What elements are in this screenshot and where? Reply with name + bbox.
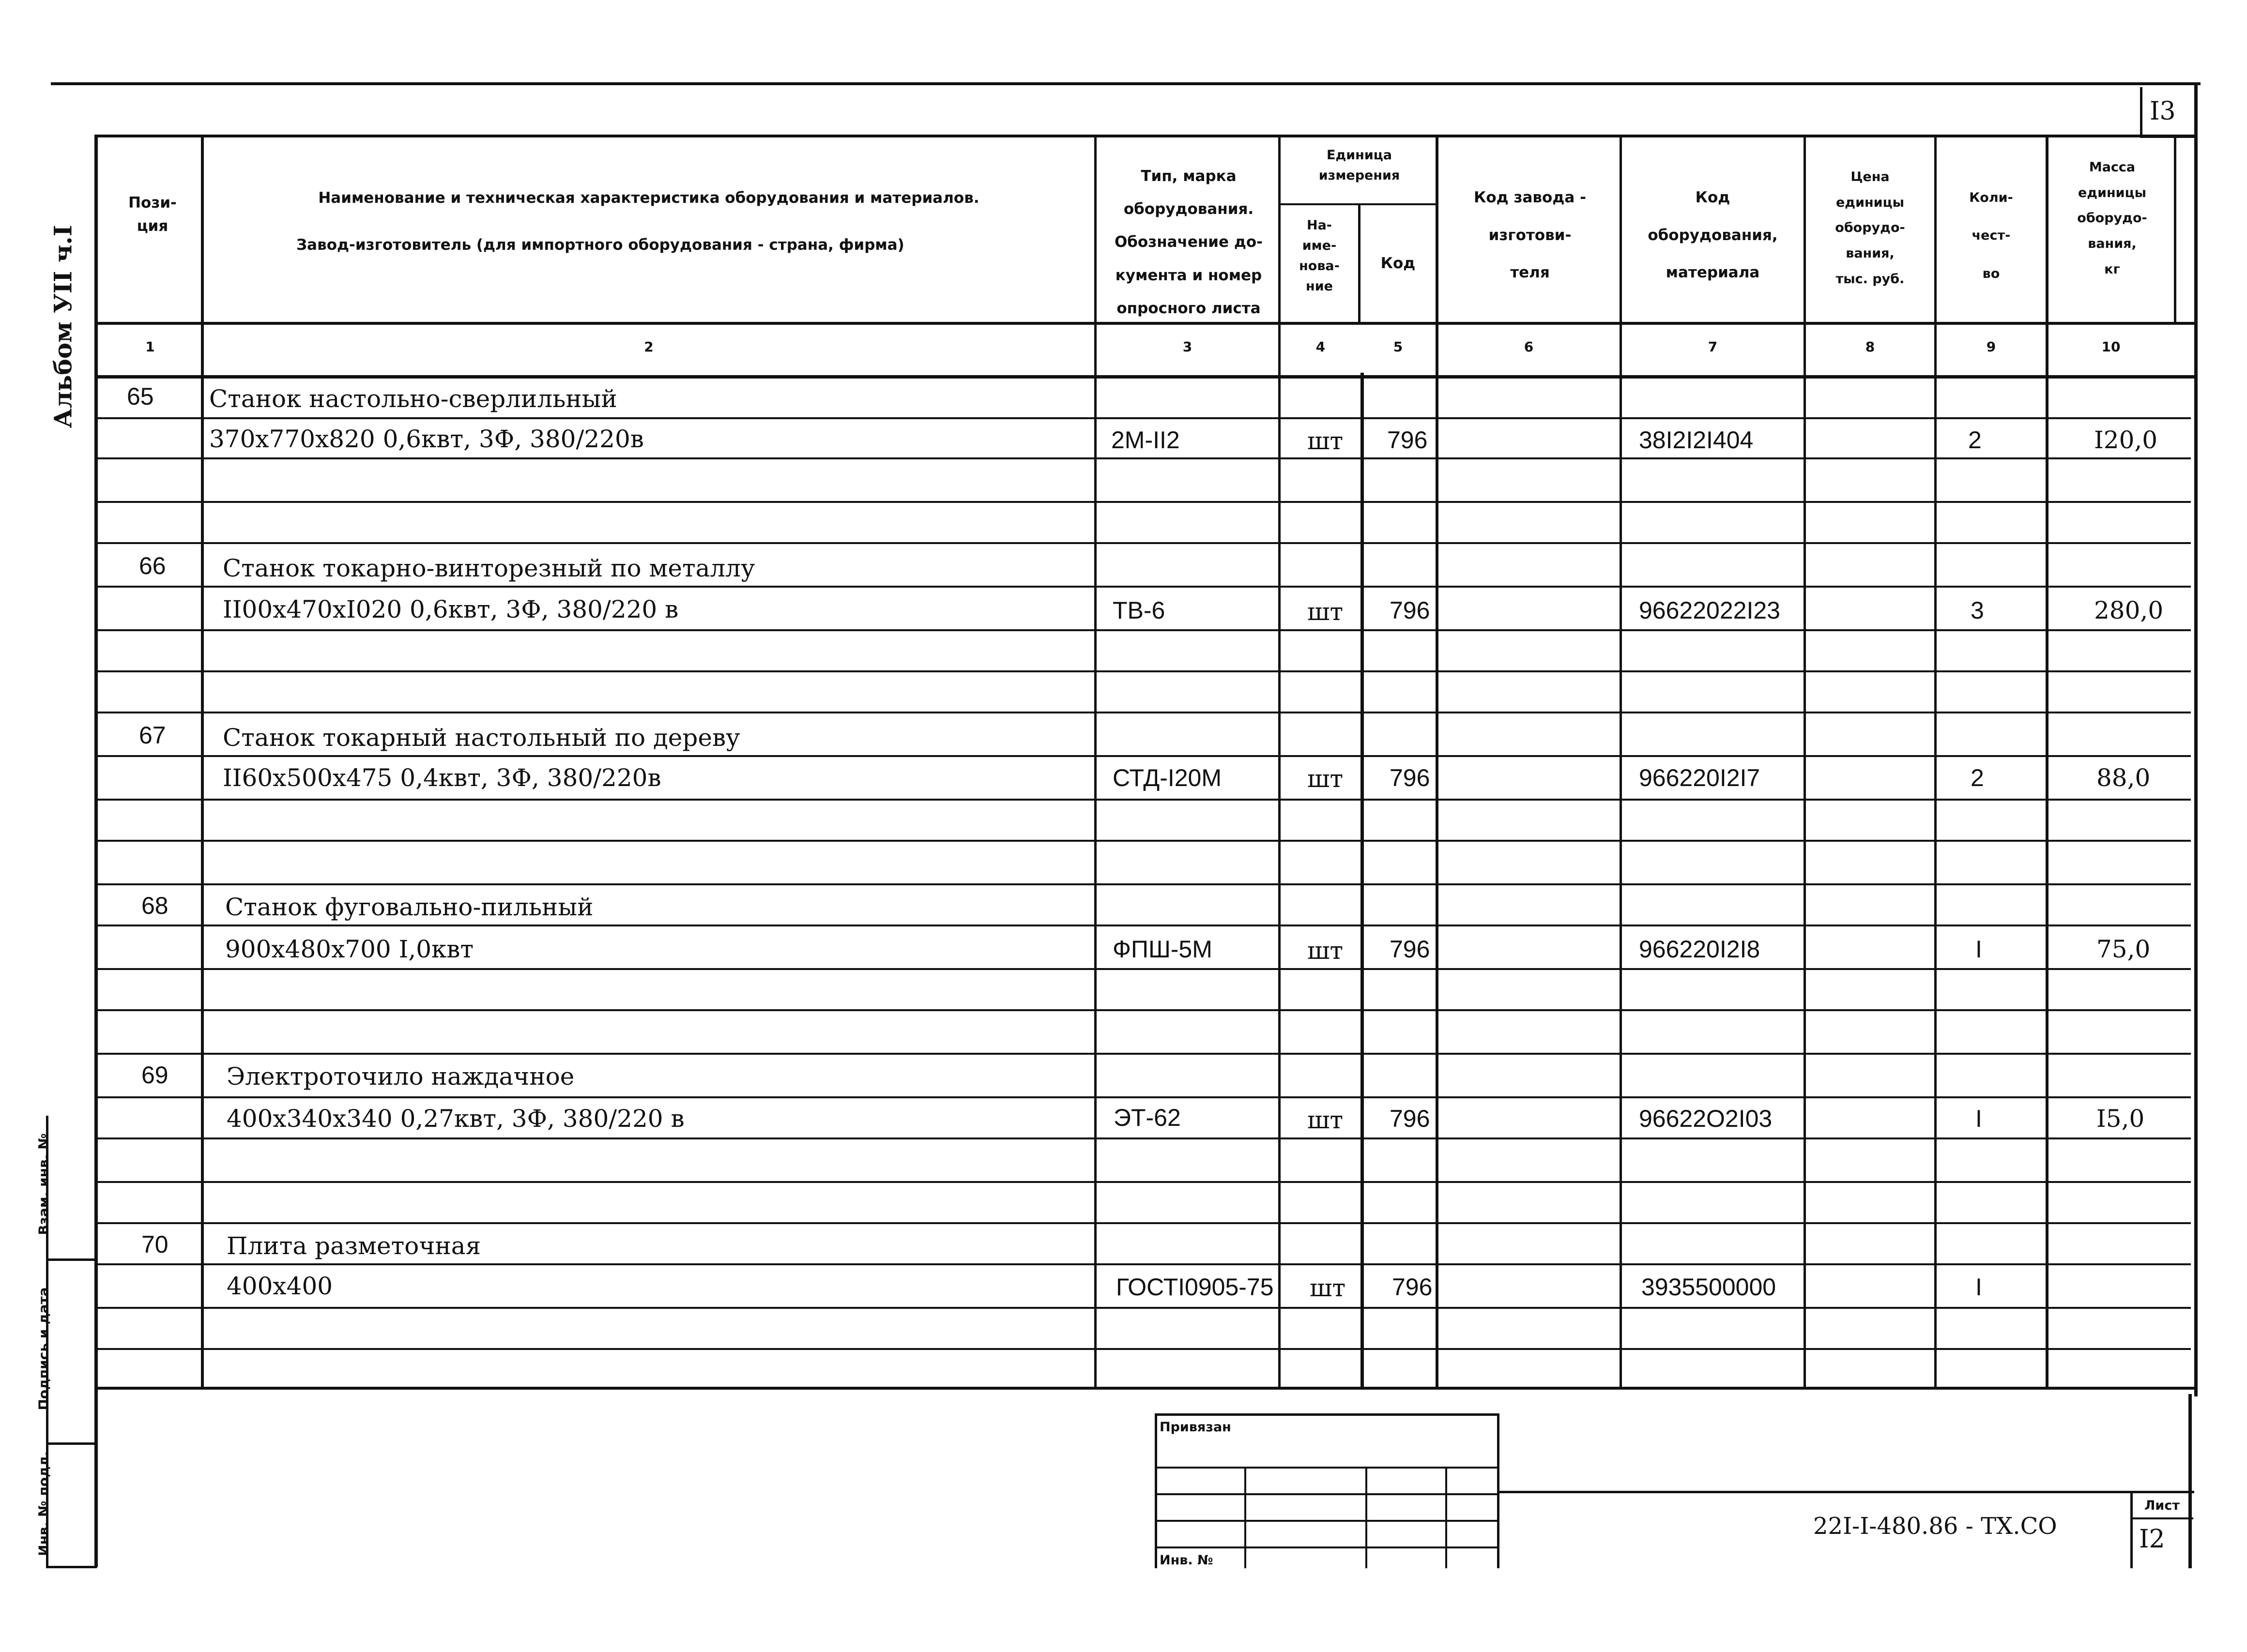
column-number: 7 [1708, 339, 1718, 355]
item-qty: 2 [1968, 426, 1982, 454]
item-qty: 3 [1971, 597, 1984, 624]
sheet-number-top: I3 [2150, 97, 2176, 126]
item-mass: 75,0 [2096, 935, 2151, 963]
item-unit-code: 796 [1390, 1105, 1430, 1132]
item-unit-code: 796 [1387, 426, 1428, 454]
item-equip-code: 38I2I2I404 [1639, 426, 1754, 454]
item-spec: II60х500х475 0,4квт, 3Ф, 380/220в [223, 764, 661, 792]
header-unit-group: Единица измерения [1318, 148, 1400, 183]
column-number: 9 [1986, 339, 1996, 355]
stamp-vzam-inv: Взам. инв. № [35, 1133, 52, 1235]
item-mass: 280,0 [2094, 596, 2164, 624]
item-spec: 900х480х700 I,0квт [225, 935, 474, 963]
document-code: 22I-I-480.86 - ТХ.СО [1813, 1513, 2057, 1540]
item-position: 67 [139, 722, 166, 749]
stamp-inv-podl: Инв. № подл. [35, 1451, 52, 1556]
item-unit-code: 796 [1390, 936, 1430, 963]
item-type: СТД-I20М [1113, 764, 1222, 791]
frame-right [2194, 82, 2198, 1396]
header-price: Цена единицы оборудо- вания, тыс. руб. [1835, 169, 1905, 287]
column-number: 8 [1865, 339, 1875, 355]
header-position: Пози- ция [128, 194, 177, 235]
header-unit-name: На- име- нова- ние [1299, 218, 1340, 294]
item-unit-code: 796 [1392, 1273, 1433, 1301]
item-equip-code: 966220I2I8 [1639, 936, 1760, 963]
table-top-border [94, 135, 2196, 137]
column-number: 3 [1182, 339, 1192, 355]
item-unit: шт [1307, 598, 1344, 626]
album-label: Альбом УII ч.I [48, 225, 77, 428]
item-type: ФПШ-5М [1113, 936, 1212, 963]
item-name: Станок токарно-винторезный по металлу [223, 554, 755, 582]
item-unit: шт [1307, 937, 1344, 965]
item-position: 69 [141, 1061, 168, 1089]
item-spec: 400х400 [227, 1272, 333, 1300]
item-equip-code: 3935500000 [1641, 1273, 1776, 1301]
item-type: ЭТ-62 [1114, 1104, 1181, 1131]
header-qty: Коли- чест- во [1969, 190, 2013, 281]
column-number: 5 [1393, 339, 1403, 355]
item-name: Станок фуговально-пильный [225, 893, 594, 921]
item-mass: I5,0 [2096, 1105, 2145, 1133]
item-spec: 400х340х340 0,27квт, 3Ф, 380/220 в [227, 1105, 685, 1133]
item-unit-code: 796 [1390, 597, 1430, 624]
item-unit-code: 796 [1390, 764, 1430, 791]
item-position: 70 [141, 1231, 168, 1258]
header-name-line2: Завод-изготовитель (для импортного оборудования - страна, фирма) [296, 236, 904, 254]
column-number: 4 [1315, 339, 1326, 355]
item-equip-code: 966220I2I7 [1639, 764, 1760, 791]
column-number: 1 [145, 339, 155, 355]
item-mass: 88,0 [2096, 764, 2151, 792]
item-equip-code: 96622О2I03 [1639, 1105, 1773, 1132]
item-spec: 370х770х820 0,6квт, 3Ф, 380/220в [209, 425, 644, 453]
item-position: 66 [139, 552, 166, 579]
column-number: 2 [644, 339, 654, 355]
item-name: Станок токарный настольный по дереву [223, 724, 740, 752]
item-equip-code: 96622022I23 [1639, 597, 1780, 624]
header-name-line1: Наименование и техническая характеристика оборудования и материалов. [318, 189, 979, 207]
stamp-inv-no: Инв. № [1160, 1553, 1213, 1568]
top-border-line [51, 82, 2201, 85]
column-number: 6 [1524, 339, 1534, 355]
table-bottom-border [94, 1387, 2196, 1390]
item-mass: I20,0 [2094, 426, 2158, 454]
item-unit: шт [1310, 1274, 1346, 1302]
item-unit: шт [1307, 765, 1344, 793]
sheet-number: I2 [2139, 1525, 2165, 1554]
stamp-podpis-data: Подпись и дата [35, 1287, 52, 1410]
item-qty: 2 [1971, 764, 1984, 791]
item-type: ТВ-6 [1113, 597, 1165, 624]
header-unit-code: Код [1380, 255, 1416, 272]
header-type: Тип, марка оборудования. Обозначение до- кумента и номер опросного листа [1114, 167, 1263, 317]
item-position: 65 [127, 383, 154, 410]
item-qty: I [1975, 1105, 1982, 1132]
item-unit: шт [1307, 427, 1344, 455]
item-name: Электроточило наждачное [227, 1062, 575, 1091]
frame-right-lower [2188, 1394, 2192, 1568]
item-type: ГОСТI0905-75 [1116, 1273, 1274, 1301]
item-qty: I [1975, 1273, 1982, 1301]
header-equip-code: Код оборудования, материала [1648, 189, 1778, 281]
item-type: 2М-II2 [1111, 426, 1180, 454]
frame-left [94, 135, 98, 1567]
item-unit: шт [1307, 1106, 1344, 1134]
item-name: Плита разметочная [227, 1232, 481, 1260]
stamp-privyazan: Привязан [1160, 1420, 1231, 1435]
item-name: Станок настольно-сверлильный [209, 385, 617, 413]
column-number: 10 [2101, 339, 2121, 355]
header-mass: Масса единицы оборудо- вания, кг [2077, 160, 2147, 277]
item-spec: II00х470хI020 0,6квт, 3Ф, 380/220 в [223, 595, 679, 623]
sheet-label: Лист [2144, 1498, 2180, 1513]
header-plant-code: Код завода - изготови- теля [1474, 189, 1586, 281]
item-qty: I [1975, 936, 1982, 963]
item-position: 68 [141, 892, 168, 919]
